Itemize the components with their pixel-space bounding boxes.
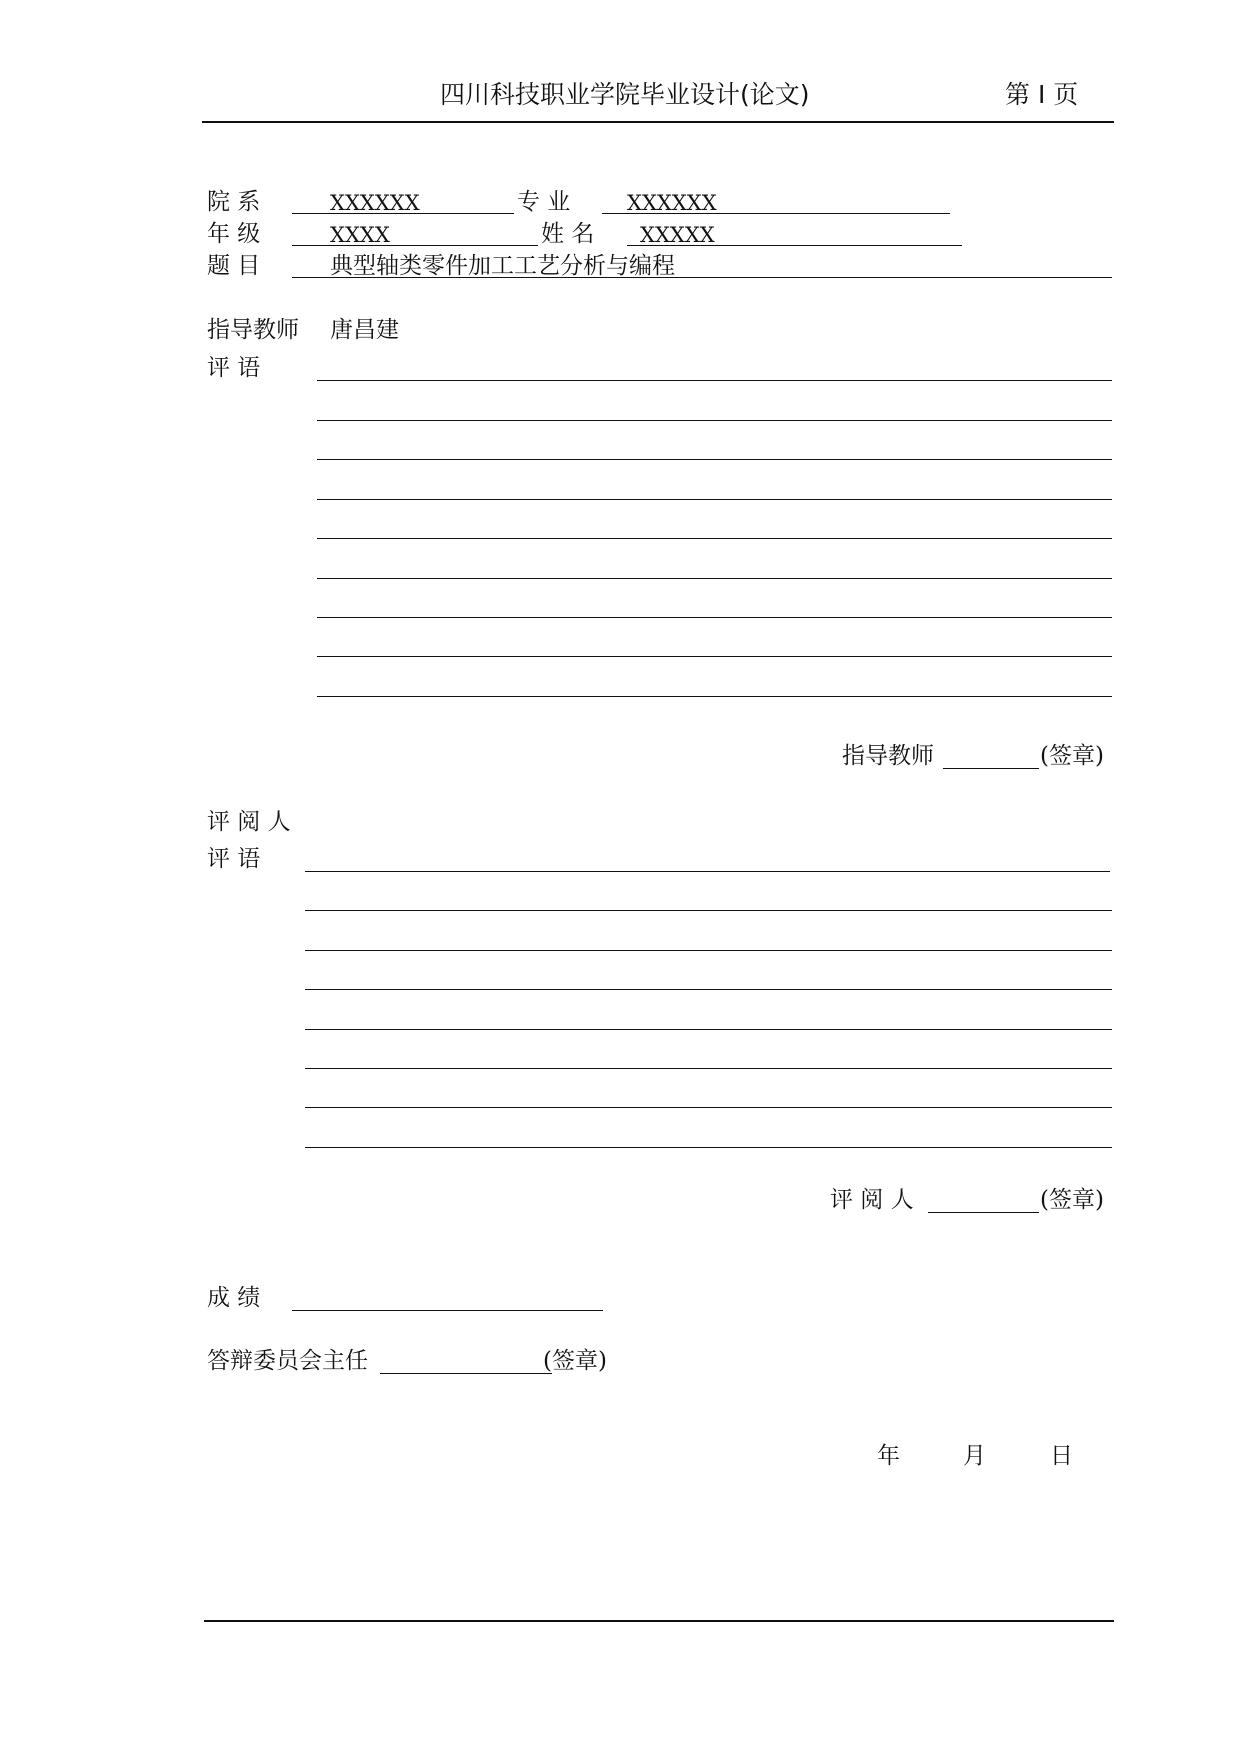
- reviewer-label: 评 阅 人: [207, 809, 291, 835]
- advisor-name: 唐昌建: [330, 317, 399, 343]
- advisor-comment-line: [317, 459, 1112, 460]
- page-number: 第 I 页: [1005, 80, 1079, 109]
- reviewer-sign-line: [928, 1212, 1039, 1213]
- grade-label: 年 级: [207, 221, 261, 247]
- reviewer-comment-line: [305, 871, 1110, 872]
- reviewer-comment-line: [305, 950, 1112, 951]
- advisor-sign-label: 指导教师: [842, 743, 934, 769]
- reviewer-comment-line: [305, 1068, 1112, 1069]
- advisor-comment-line: [317, 578, 1112, 579]
- advisor-comment-line: [317, 499, 1112, 500]
- grade-value: XXXX: [330, 223, 390, 247]
- advisor-sign-line: [943, 768, 1039, 769]
- reviewer-sign-suffix: (签章): [1040, 1187, 1104, 1213]
- date-day: 日: [1050, 1443, 1073, 1469]
- reviewer-comment-line: [305, 989, 1112, 990]
- advisor-label: 指导教师: [207, 317, 299, 343]
- reviewer-comment-label: 评 语: [207, 846, 261, 872]
- name-value: XXXXX: [640, 223, 715, 247]
- document-title: 四川科技职业学院毕业设计(论文): [440, 80, 810, 109]
- advisor-sign-suffix: (签章): [1040, 743, 1104, 769]
- reviewer-comment-line: [305, 1147, 1112, 1148]
- header-rule: [202, 121, 1114, 123]
- advisor-comment-line: [317, 420, 1112, 421]
- reviewer-comment-line: [305, 1107, 1112, 1108]
- advisor-comment-line: [317, 656, 1112, 657]
- major-label: 专 业: [517, 189, 571, 215]
- grade-underline: [292, 245, 538, 246]
- date-year: 年: [877, 1443, 900, 1469]
- advisor-comment-line: [317, 538, 1112, 539]
- reviewer-comment-line: [305, 1029, 1112, 1030]
- advisor-comment-line: [317, 696, 1112, 697]
- reviewer-comment-line: [305, 910, 1112, 911]
- reviewer-sign-label: 评 阅 人: [830, 1187, 914, 1213]
- dept-underline: [292, 213, 514, 214]
- advisor-comment-label: 评 语: [207, 355, 261, 381]
- chair-sign-suffix: (签章): [543, 1348, 607, 1374]
- chair-label: 答辩委员会主任: [207, 1348, 368, 1374]
- topic-label: 题 目: [207, 253, 261, 279]
- name-label: 姓 名: [541, 221, 595, 247]
- advisor-comment-line: [317, 380, 1112, 381]
- score-line: [292, 1310, 603, 1311]
- dept-label: 院 系: [207, 189, 261, 215]
- major-underline: [602, 213, 950, 214]
- topic-value: 典型轴类零件加工工艺分析与编程: [330, 253, 675, 279]
- advisor-comment-line: [317, 617, 1112, 618]
- score-label: 成 绩: [207, 1285, 261, 1311]
- date-month: 月: [963, 1443, 986, 1469]
- dept-value: XXXXXX: [330, 191, 420, 215]
- topic-underline: [292, 277, 1112, 278]
- major-value: XXXXXX: [627, 191, 717, 215]
- name-underline: [627, 245, 962, 246]
- chair-sign-line: [380, 1373, 552, 1374]
- footer-rule: [204, 1620, 1114, 1622]
